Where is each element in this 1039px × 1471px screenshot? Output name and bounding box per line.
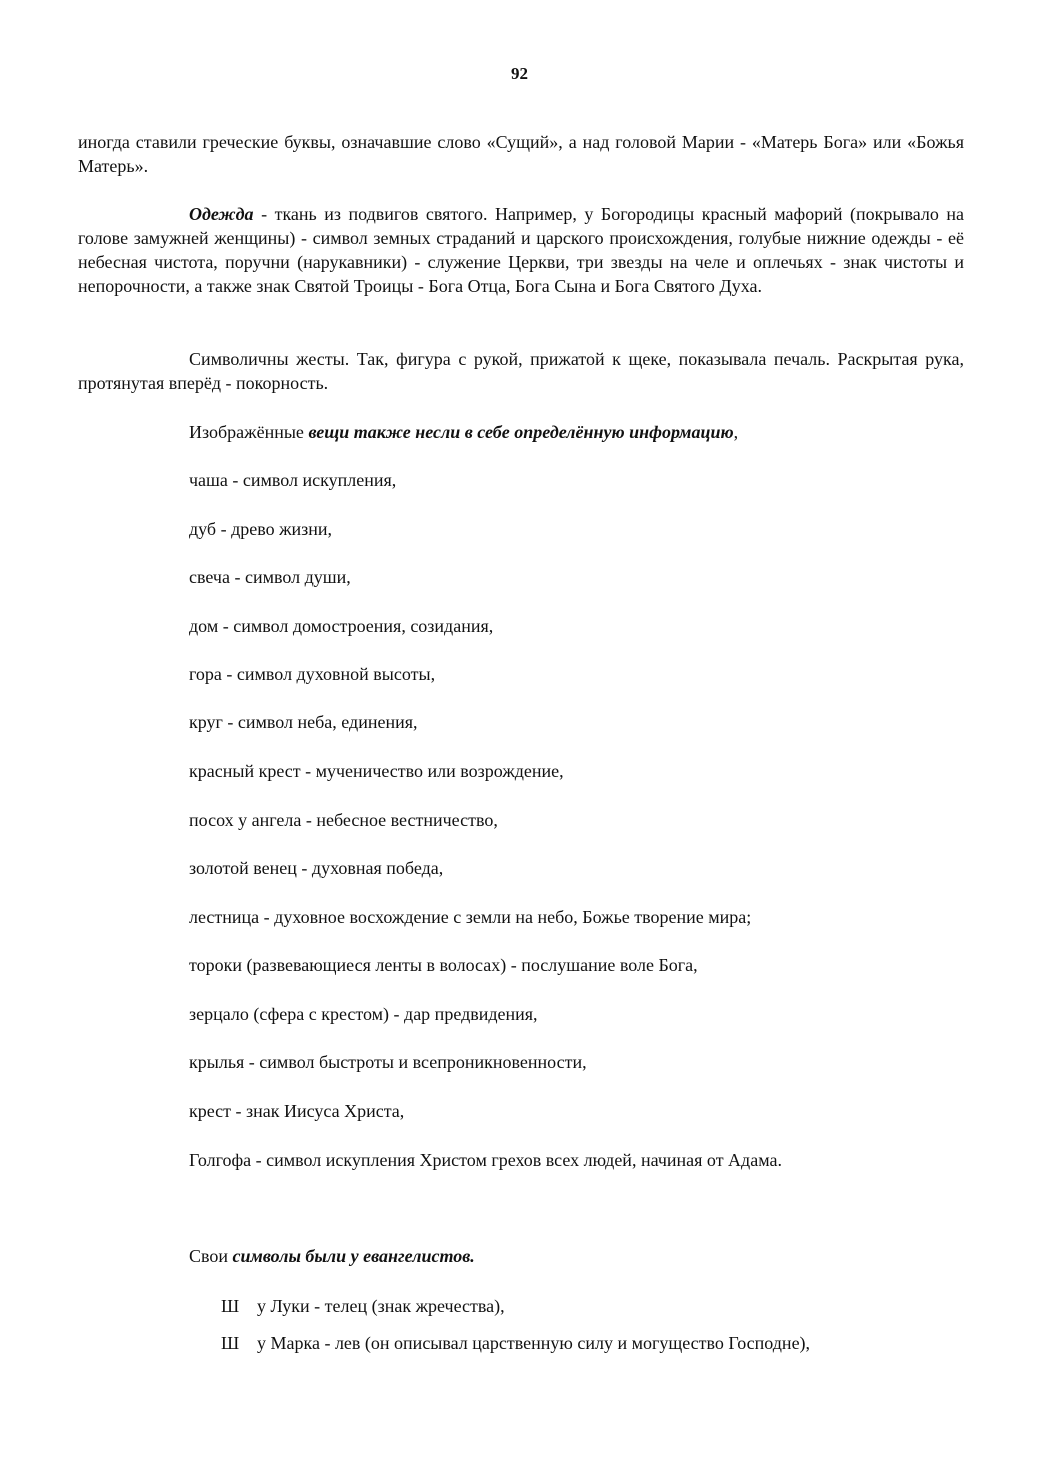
paragraph-gestures [78, 347, 964, 395]
things-intro-plain: Изображённые [189, 422, 309, 442]
list-item: лестница - духовное восхождение с земли на небо, Божье творение мира; [189, 907, 752, 927]
bullet-mark: Ш [221, 1296, 240, 1316]
list-item: красный крест - мученичество или возрождение, [189, 761, 564, 781]
page-number: 92 [511, 64, 528, 83]
paragraph-greek-letters [78, 130, 964, 178]
evangelists-intro-plain: Свои [189, 1246, 233, 1266]
list-item: крест - знак Иисуса Христа, [189, 1101, 405, 1121]
bullet-mark: Ш [221, 1333, 240, 1353]
list-item: круг - символ неба, единения, [189, 712, 418, 732]
list-item: свеча - символ души, [189, 567, 351, 587]
list-item: дом - символ домостроения, созидания, [189, 616, 494, 636]
list-item: тороки (развевающиеся ленты в волосах) - послушание воле Бога, [189, 955, 698, 975]
list-item: зерцало (сфера с крестом) - дар предвидения, [189, 1004, 538, 1024]
bullet-item [221, 1331, 810, 1355]
things-intro-tail: , [733, 422, 739, 442]
bullet-text: у Луки - телец (знак жречества), [257, 1296, 505, 1316]
list-item: посох у ангела - небесное вестничество, [189, 810, 498, 830]
things-intro [189, 420, 738, 444]
evangelists-intro-emphasis: символы были у евангелистов. [232, 1246, 475, 1266]
paragraph-text: иногда ставили греческие буквы, означавшие слово «Сущий», а над головой Марии - «Матерь Бога» или «Божья Матерь». [78, 132, 964, 176]
list-item: Голгофа - символ искупления Христом грехов всех людей, начиная от Адама. [189, 1150, 782, 1170]
list-item: золотой венец - духовная победа, [189, 858, 444, 878]
paragraph-text: - ткань из подвигов святого. Например, у Богородицы красный мафорий (покрывало на голове замужней женщины) - символ земных страданий и царского происхождения, голубые нижние одежды - её небесная чистота, поручни (нарукавники) - служение Церкви, три звезды на челе и оплечьях - знак чистоты и непорочности, а также знак Святой Троицы - Бога Отца, Бога Сына и Бога Святого Духа. [78, 204, 964, 296]
bullet-text: у Марка - лев (он описывал царственную силу и могущество Господне), [257, 1333, 811, 1353]
list-item: гора - символ духовной высоты, [189, 664, 436, 684]
things-intro-emphasis: вещи также несли в себе определённую информацию [308, 422, 734, 442]
evangelists-intro [189, 1244, 475, 1268]
list-item: чаша - символ искупления, [189, 470, 397, 490]
bullet-item [221, 1294, 505, 1318]
list-item: крылья - символ быстроты и всепроникновенности, [189, 1052, 587, 1072]
term-clothing: Одежда [189, 204, 254, 224]
paragraph-text: Символичны жесты. Так, фигура с рукой, прижатой к щеке, показывала печаль. Раскрытая рука, протянутая вперёд - покорность. [78, 349, 964, 393]
paragraph-clothing [78, 202, 964, 298]
list-item: дуб - древо жизни, [189, 519, 333, 539]
